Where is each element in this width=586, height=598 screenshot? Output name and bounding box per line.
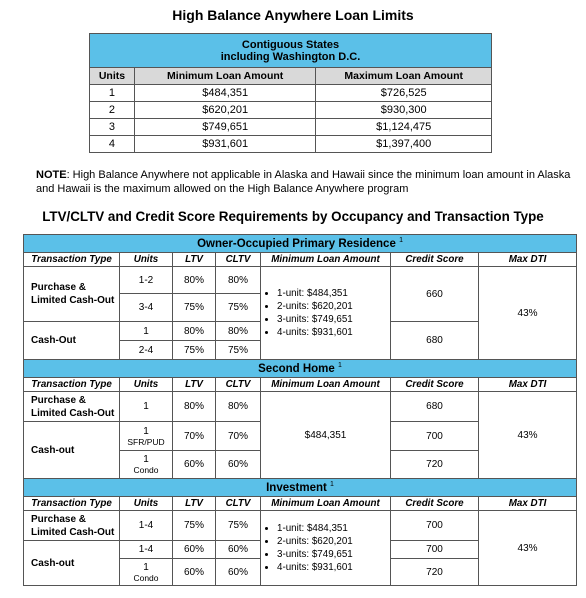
transaction-type: Purchase & Limited Cash-Out (24, 511, 120, 541)
units: 1-4 (120, 541, 173, 559)
list-item: • 4-units: $931,601 (277, 561, 390, 574)
col-units: Units (120, 497, 173, 511)
col-units: Units (120, 378, 173, 392)
cltv: 70% (216, 422, 261, 451)
credit-score: 700 (391, 511, 479, 541)
transaction-type: Cash-Out (24, 322, 120, 360)
max-dti: 43% (479, 267, 577, 360)
transaction-type: Purchase & Limited Cash-Out (24, 392, 120, 422)
ltv: 60% (173, 541, 216, 559)
col-min-loan: Minimum Loan Amount (134, 68, 316, 85)
units: 1 (120, 322, 173, 341)
min-loan: $484,351 (261, 392, 391, 479)
max-dti: 43% (479, 392, 577, 479)
credit-score: 680 (391, 322, 479, 360)
units-sub: Condo (133, 572, 159, 583)
col-transaction-type: Transaction Type (24, 378, 120, 392)
table-row (90, 102, 492, 119)
cell: $1,124,475 (316, 119, 492, 136)
col-min-loan: Minimum Loan Amount (261, 378, 391, 392)
note-label: NOTE (36, 169, 67, 181)
col-min-loan: Minimum Loan Amount (261, 497, 391, 511)
cltv: 60% (216, 559, 261, 586)
requirements-table (23, 234, 577, 586)
cltv: 80% (216, 322, 261, 341)
footnote-mark: 1 (330, 481, 334, 489)
units: 3-4 (120, 294, 173, 322)
investment-heading-text: Investment (266, 481, 327, 494)
cltv: 80% (216, 267, 261, 294)
second-home-heading (24, 360, 577, 378)
cltv: 80% (216, 392, 261, 422)
list-item: • 3-units: $749,651 (277, 548, 390, 561)
credit-score: 660 (391, 267, 479, 322)
col-cltv: CLTV (216, 253, 261, 267)
cell: $1,397,400 (316, 136, 492, 153)
cell: $726,525 (316, 85, 492, 102)
header-row (24, 497, 577, 511)
owner-heading-text: Owner-Occupied Primary Residence (197, 237, 396, 250)
col-max-dti: Max DTI (479, 497, 577, 511)
min-loan-list (261, 511, 391, 586)
transaction-type: Purchase & Limited Cash-Out (24, 267, 120, 322)
header-row (24, 378, 577, 392)
col-max-dti: Max DTI (479, 253, 577, 267)
units-sub: Condo (133, 465, 159, 475)
limits-header-line1: Contiguous States (241, 38, 340, 51)
units (120, 559, 173, 586)
col-min-loan: Minimum Loan Amount (261, 253, 391, 267)
max-dti: 43% (479, 511, 577, 586)
credit-score: 680 (391, 392, 479, 422)
units: 1-4 (120, 511, 173, 541)
units (120, 451, 173, 479)
list-item: • 2-units: $620,201 (277, 535, 390, 548)
units: 1 (120, 392, 173, 422)
footnote-mark: 1 (399, 237, 403, 245)
list-item: • 4-units: $931,601 (277, 326, 390, 339)
table-row (24, 392, 577, 422)
limits-header-line2: including Washington D.C. (220, 50, 361, 63)
cell: $484,351 (134, 85, 316, 102)
col-ltv: LTV (173, 253, 216, 267)
cell: $749,651 (134, 119, 316, 136)
credit-score: 720 (391, 451, 479, 479)
col-units: Units (120, 253, 173, 267)
ltv: 80% (173, 267, 216, 294)
second-heading-text: Second Home (258, 362, 335, 375)
table-row (24, 267, 577, 294)
ltv: 80% (173, 392, 216, 422)
list-item: • 2-units: $620,201 (277, 300, 390, 313)
list-item: • 3-units: $749,651 (277, 313, 390, 326)
cltv: 75% (216, 294, 261, 322)
ltv: 80% (173, 322, 216, 341)
header-row (24, 253, 577, 267)
units-sub: SFR/PUD (127, 436, 165, 447)
col-ltv: LTV (173, 497, 216, 511)
table-row (90, 119, 492, 136)
note (36, 168, 581, 196)
cell: $620,201 (134, 102, 316, 119)
note-text: : High Balance Anywhere not applicable in Alaska and Hawaii since the minimum loan amount in Alaska and Hawaii is the maximum allowed on the High Balance Anywhere program (36, 169, 571, 195)
col-cltv: CLTV (216, 497, 261, 511)
units: 1-2 (120, 267, 173, 294)
col-credit-score: Credit Score (391, 497, 479, 511)
list-item: • 1-unit: $484,351 (277, 522, 390, 535)
cell: $931,601 (134, 136, 316, 153)
col-units: Units (90, 68, 135, 85)
ltv: 75% (173, 511, 216, 541)
ltv: 75% (173, 341, 216, 360)
cell: 4 (90, 136, 135, 153)
units-value: 1 (143, 454, 149, 465)
col-ltv: LTV (173, 378, 216, 392)
col-transaction-type: Transaction Type (24, 497, 120, 511)
cell: 1 (90, 85, 135, 102)
col-max-dti: Max DTI (479, 378, 577, 392)
credit-score: 720 (391, 559, 479, 586)
table-row (90, 85, 492, 102)
ltv: 60% (173, 559, 216, 586)
table-row (24, 511, 577, 541)
transaction-type: Cash-out (24, 422, 120, 479)
units: 2-4 (120, 341, 173, 360)
loan-limits-table (89, 33, 492, 153)
credit-score: 700 (391, 422, 479, 451)
owner-heading (24, 235, 577, 253)
limits-header (90, 34, 492, 68)
credit-score: 700 (391, 541, 479, 559)
col-max-loan: Maximum Loan Amount (316, 68, 492, 85)
transaction-type: Cash-out (24, 541, 120, 586)
col-transaction-type: Transaction Type (24, 253, 120, 267)
investment-heading (24, 479, 577, 497)
cltv: 75% (216, 341, 261, 360)
col-cltv: CLTV (216, 378, 261, 392)
section-title: LTV/CLTV and Credit Score Requirements by Occupancy and Transaction Type (42, 209, 544, 224)
cell: 2 (90, 102, 135, 119)
cell: $930,300 (316, 102, 492, 119)
units-value: 1 (143, 561, 149, 573)
units-value: 1 (143, 425, 149, 437)
table-row (90, 136, 492, 153)
min-loan-list (261, 267, 391, 360)
page-title: High Balance Anywhere Loan Limits (172, 7, 414, 23)
list-item: • 1-unit: $484,351 (277, 287, 390, 300)
units (120, 422, 173, 451)
cell: 3 (90, 119, 135, 136)
col-credit-score: Credit Score (391, 378, 479, 392)
col-credit-score: Credit Score (391, 253, 479, 267)
cltv: 75% (216, 511, 261, 541)
ltv: 75% (173, 294, 216, 322)
cltv: 60% (216, 451, 261, 479)
cltv: 60% (216, 541, 261, 559)
footnote-mark: 1 (338, 362, 342, 370)
ltv: 60% (173, 451, 216, 479)
ltv: 70% (173, 422, 216, 451)
